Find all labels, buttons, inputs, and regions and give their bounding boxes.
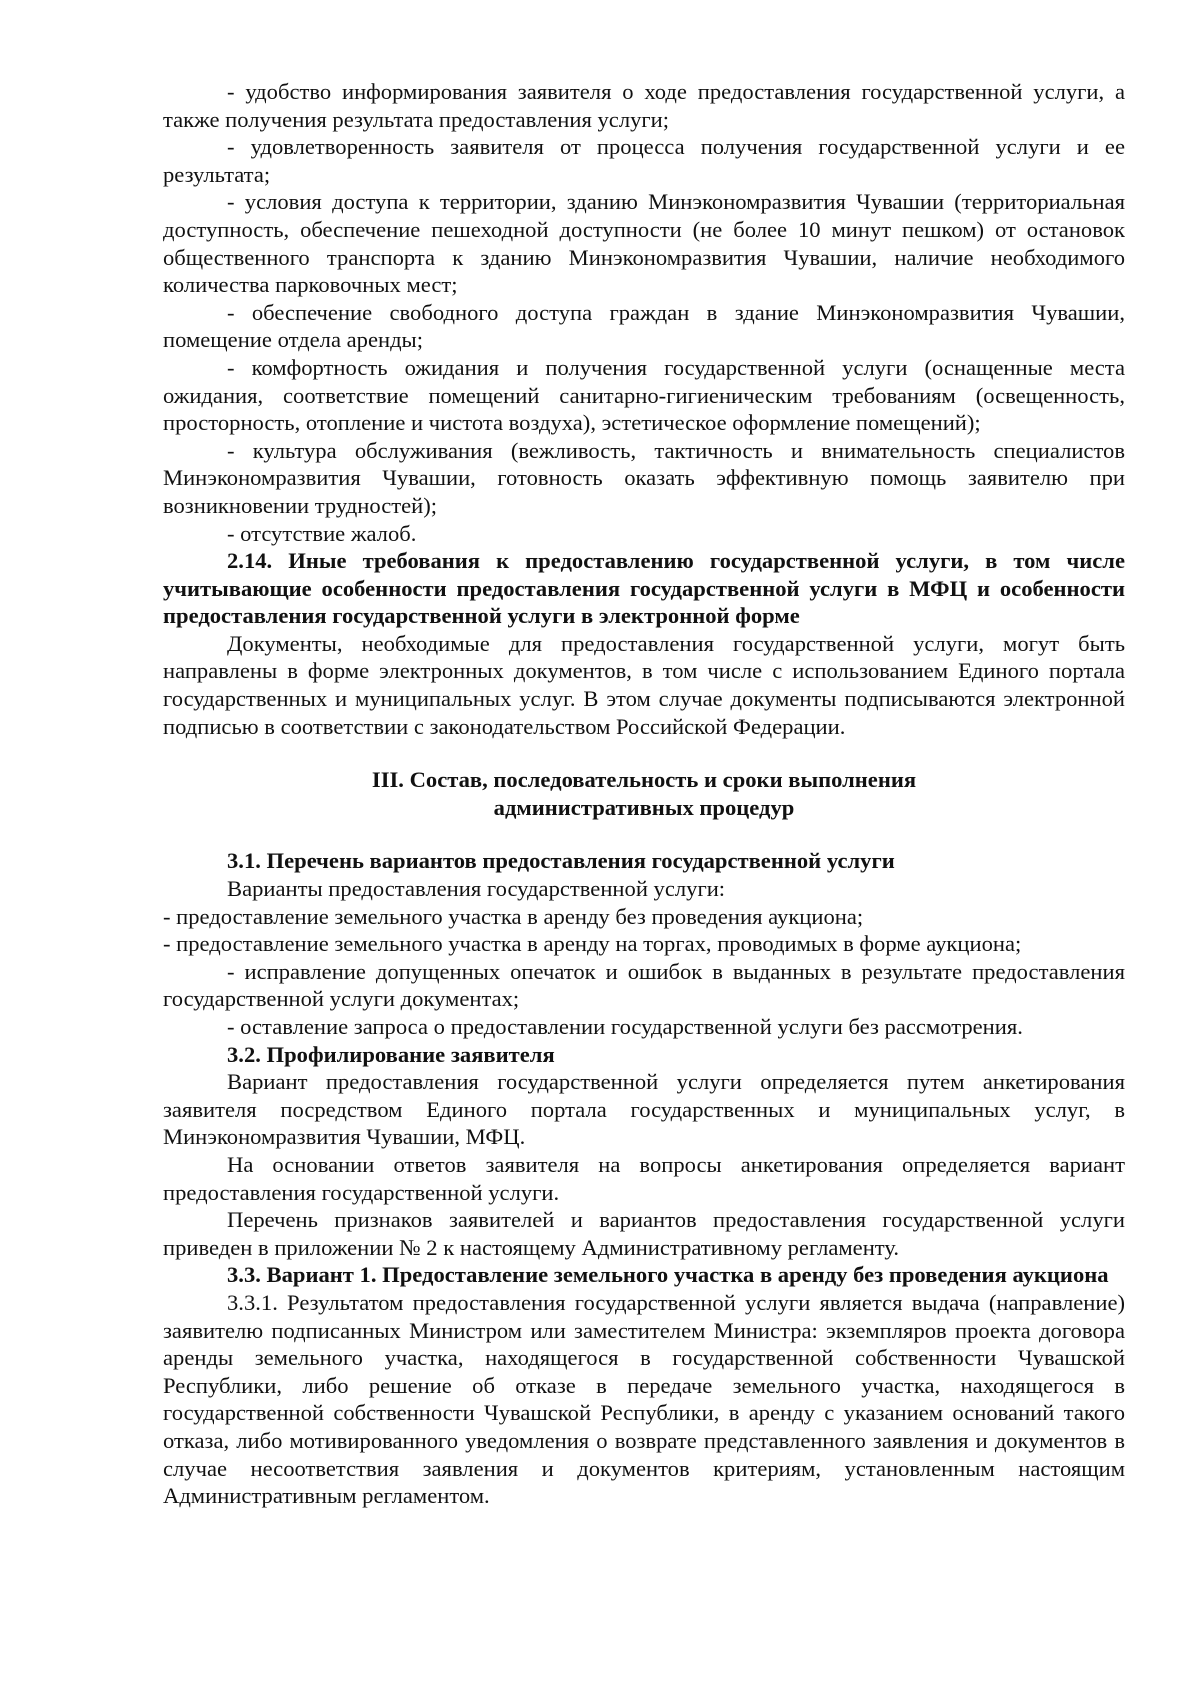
paragraph-3-3-1: 3.3.1. Результатом предоставления государственной услуги является выдача (направление) заявителю подписанных Министром или заместителем Министра: экземпляров проекта договора аренды земельного участка, находящегося в государственной собственности Чувашской Республики, либо решение об отказе в передаче земельного участка, находящегося в государственной собственности Чувашской Республики, в аренду с указанием оснований такого отказа, либо мотивированного уведомления о возврате представленного заявления и документов в случае несоответствия заявления и документов критериям, установленным настоящим Административным регламентом. [163,1289,1125,1509]
section-title-iii [163,766,1125,821]
paragraph-profiling-result: На основании ответов заявителя на вопросы анкетирования определяется вариант предоставления государственной услуги. [163,1151,1125,1205]
heading-3-1: 3.1. Перечень вариантов предоставления государственной услуги [227,848,895,874]
section-title-line-1: III. Состав, последовательность и сроки выполнения [371,767,917,793]
list-item-variant-no-review: - оставление запроса о предоставлении государственной услуги без рассмотрения. [227,1014,1023,1039]
paragraph-access-conditions: - условия доступа к территории, зданию Минэкономразвития Чувашии (территориальная доступность, обеспечение пешеходной доступности (не более 10 минут пешком) от остановок общественного транспорта к зданию Минэкономразвития Чувашии, наличие необходимого количества парковочных мест; [163,189,1125,298]
list-item-variant-corrections: - исправление допущенных опечаток и ошибок в выданных в результате предоставления государственной услуги документах; [163,958,1125,1012]
heading-2-14: 2.14. Иные требования к предоставлению государственной услуги, в том числе учитывающие особенности предоставления государственной услуги в МФЦ и особенности предоставления государственной услуги в электронной форме [163,548,1125,629]
paragraph-convenience: - удобство информирования заявителя о ходе предоставления государственной услуги, а также получения результата предоставления услуги; [163,79,1125,132]
heading-3-2: 3.2. Профилирование заявителя [227,1041,555,1067]
list-item-variant-auction: - предоставление земельного участка в аренду на торгах, проводимых в форме аукциона; [163,931,1022,957]
paragraph-service-culture: - культура обслуживания (вежливость, тактичность и внимательность специалистов Минэкономразвития Чувашии, готовность оказать эффективную помощь заявителю при возникновении трудностей); [163,437,1125,518]
document-page [163,78,1125,1510]
paragraph-profiling-method: Вариант предоставления государственной услуги определяется путем анкетирования заявителя посредством Единого портала государственных и муниципальных услуг, в Минэкономразвития Чувашии, МФЦ. [163,1069,1125,1150]
paragraph-comfort: - комфортность ожидания и получения государственной услуги (оснащенные места ожидания, соответствие помещений санитарно-гигиеническим требованиям (освещенность, просторность, отопление и чистота воздуха), эстетическое оформление помещений); [163,354,1125,436]
list-item-variant-no-auction: - предоставление земельного участка в аренду без проведения аукциона; [163,903,864,929]
paragraph-satisfaction: - удовлетворенность заявителя от процесса получения государственной услуги и ее результата; [163,134,1125,187]
paragraph-variants-intro: Варианты предоставления государственной услуги: [227,876,726,902]
paragraph-no-complaints: - отсутствие жалоб. [227,520,417,546]
paragraph-2-14: Документы, необходимые для предоставления государственной услуги, могут быть направлены в форме электронных документов, в том числе с использованием Единого портала государственных и муниципальных услуг. В этом случае документы подписываются электронной подписью в соответствии с законодательством Российской Федерации. [163,630,1125,739]
paragraph-profiling-appendix: Перечень признаков заявителей и вариантов предоставления государственной услуги приведен в приложении № 2 к настоящему Административному регламенту. [163,1207,1125,1260]
paragraph-free-access: - обеспечение свободного доступа граждан в здание Минэкономразвития Чувашии, помещение отдела аренды; [163,299,1125,353]
heading-3-3: 3.3. Вариант 1. Предоставление земельного участка в аренду без проведения аукциона [227,1262,1109,1288]
section-title-line-2: административных процедур [493,794,795,820]
